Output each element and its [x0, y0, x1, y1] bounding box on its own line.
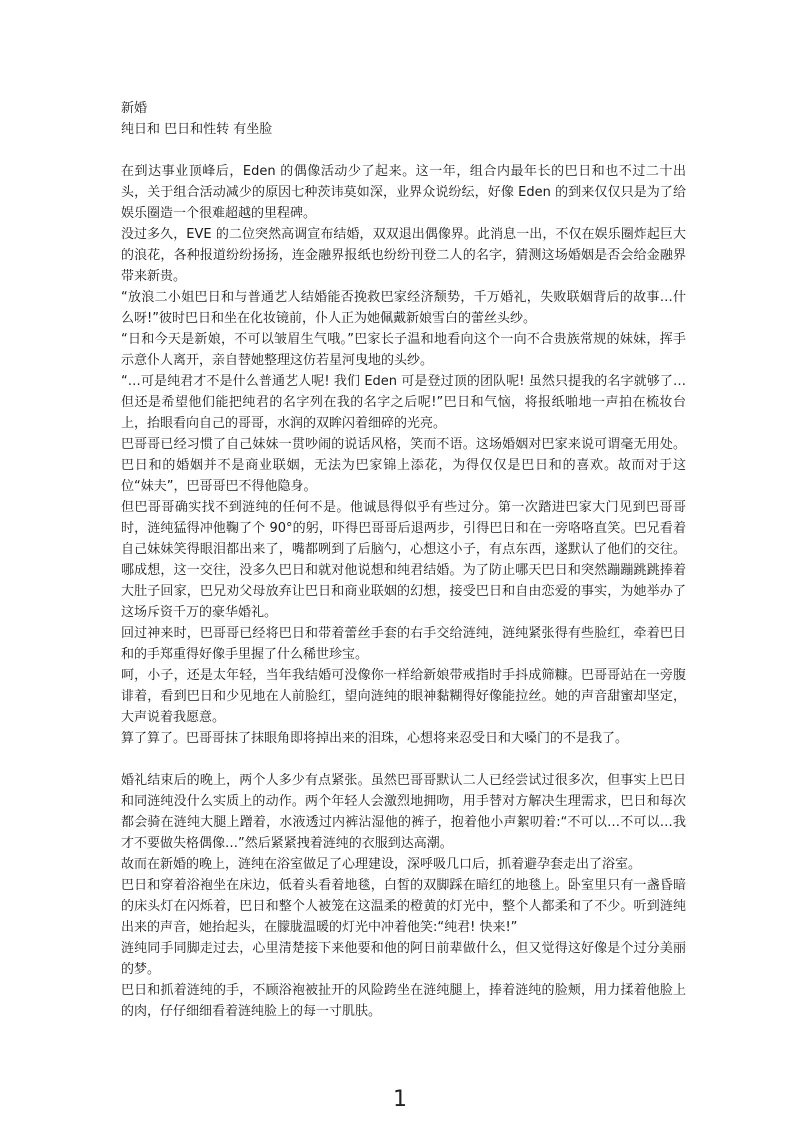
- paragraph: 在到达事业顶峰后，Eden 的偶像活动少了起来。这一年，组合内最年长的巴日和也不过二十出头，关于组合活动减少的原因七种茨讳莫如深，业界众说纷纭，好像 Eden 的到来仅仅只是为了给娱乐圈造一个很难超越的里程碑。: [121, 164, 686, 221]
- paragraph: 但巴哥哥确实找不到涟纯的任何不是。他诚恳得似乎有些过分。第一次踏进巴家大门见到巴哥哥时，涟纯猛得冲他鞠了个 90°的躬，吓得巴哥哥后退两步，引得巴日和在一旁咯咯直笑。巴兄看着自己妹妹笑得眼泪都出来了，嘴都咧到了后脑勺，心想这小子，有点东西，遂默认了他们的交往。哪成想，这一交往，没多久巴日和就对他说想和纯君结婚。为了防止哪天巴日和突然蹦蹦跳跳捧着大肚子回家，巴兄劝父母放弃让巴日和商业联姻的幻想，接受巴日和自由恋爱的事实，为她举办了这场斥资千万的豪华婚礼。: [121, 500, 686, 620]
- section-1: [121, 161, 686, 749]
- document-body: [121, 98, 686, 1022]
- section-2: [121, 770, 686, 1022]
- paragraph: 巴日和穿着浴袍坐在床边，低着头看着地毯，白皙的双脚踩在暗红的地毯上。卧室里只有一盏昏暗的床头灯在闪烁着，巴日和整个人被笼在这温柔的橙黄的灯光中，整个人都柔和了不少。听到涟纯出来的声音，她抬起头，在朦胧温暖的灯光中冲着他笑:“纯君! 快来!”: [121, 878, 686, 935]
- paragraph: 算了算了。巴哥哥抹了抹眼角即将掉出来的泪珠，心想将来忍受日和大嗓门的不是我了。: [121, 731, 629, 746]
- paragraph: 回过神来时，巴哥哥已经将巴日和带着蕾丝手套的右手交给涟纯，涟纯紧张得有些脸红，牵着巴日和的手郑重得好像手里握了什么稀世珍宝。: [121, 626, 686, 662]
- paragraph: 没过多久，EVE 的二位突然高调宣布结婚，双双退出偶像界。此消息一出，不仅在娱乐圈炸起巨大的浪花，各种报道纷纷扬扬，连金融界报纸也纷纷刊登二人的名字，猜测这场婚姻是否会给金融界带来新贵。: [121, 227, 686, 284]
- paragraph: 巴日和抓着涟纯的手，不顾浴袍被扯开的风险跨坐在涟纯腿上，捧着涟纯的脸颊，用力揉着他脸上的肉，仔仔细细看着涟纯脸上的每一寸肌肤。: [121, 983, 686, 1019]
- paragraph: “放浪二小姐巴日和与普通艺人结婚能否挽救巴家经济颓势，千万婚礼，失败联姻背后的故事…什么呀!”彼时巴日和坐在化妆镜前，仆人正为她佩戴新娘雪白的蕾丝头纱。: [121, 290, 686, 326]
- paragraph: 故而在新婚的晚上，涟纯在浴室做足了心理建设，深呼吸几口后，抓着避孕套走出了浴室。: [121, 857, 642, 872]
- paragraph: 巴哥哥已经习惯了自己妹妹一贯吵闹的说话风格，笑而不语。这场婚姻对巴家来说可谓毫无用处。巴日和的婚姻并不是商业联姻，无法为巴家锦上添花，为得仅仅是巴日和的喜欢。故而对于这位“妹夫”，巴哥哥巴不得他隐身。: [121, 437, 686, 494]
- paragraph: “日和今天是新娘，不可以皱眉生气哦。”巴家长子温和地看向这个一向不合贵族常规的妹妹，挥手示意仆人离开，亲自替她整理这仿若星河曳地的头纱。: [121, 332, 686, 368]
- paragraph: 涟纯同手同脚走过去，心里清楚接下来他要和他的阿日前辈做什么，但又觉得这好像是个过分美丽的梦。: [121, 941, 686, 977]
- paragraph: 婚礼结束后的晚上，两个人多少有点紧张。虽然巴哥哥默认二人已经尝试过很多次，但事实上巴日和同涟纯没什么实质上的动作。两个年轻人会激烈地拥吻，用手替对方解决生理需求，巴日和每次都会骑在涟纯大腿上蹭着，水液透过内裤沾湿他的裤子，抱着他小声絮叨着:“不可以…不可以…我才不要做失格偶像…”然后紧紧拽着涟纯的衣服到达高潮。: [121, 773, 686, 851]
- paragraph: “…可是纯君才不是什么普通艺人呢! 我们 Eden 可是登过顶的团队呢! 虽然只提我的名字就够了…但还是希望他们能把纯君的名字列在我的名字之后呢!”巴日和气恼，将报纸啪地一声拍在梳妆台上，抬眼看向自己的哥哥，水润的双眸闪着细碎的光亮。: [121, 374, 686, 431]
- document-subtitle: 纯日和 巴日和性转 有坐脸: [121, 122, 273, 137]
- section-break: [121, 749, 686, 770]
- title-block: [121, 98, 686, 140]
- page-number: 1: [393, 1087, 407, 1112]
- paragraph: 呵，小子，还是太年轻，当年我结婚可没像你一样给新娘带戒指时手抖成筛糠。巴哥哥站在一旁腹诽着，看到巴日和少见地在人前脸红，望向涟纯的眼神黏糊得好像能拉丝。她的声音甜蜜却坚定，大声说着我愿意。: [121, 668, 686, 725]
- document-title: 新婚: [121, 101, 148, 116]
